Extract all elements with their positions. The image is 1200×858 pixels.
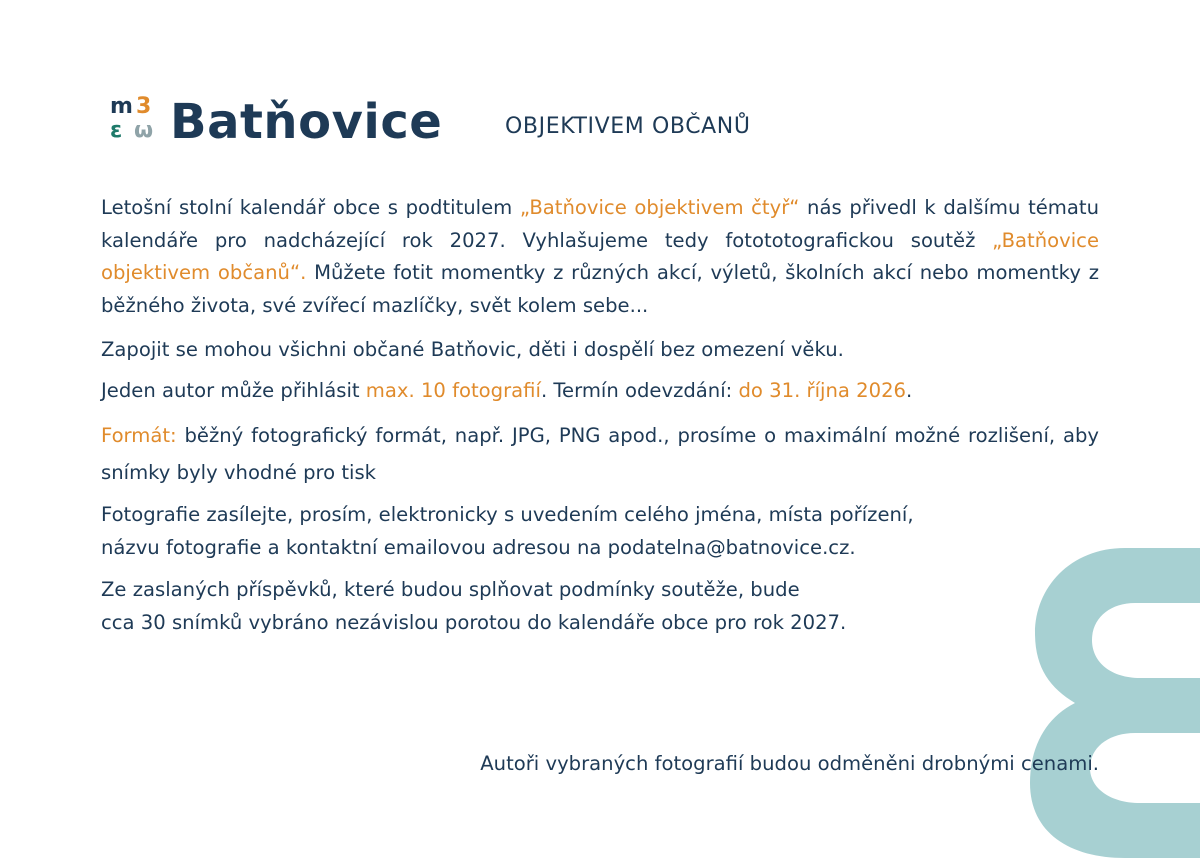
prize-note: Autoři vybraných fotografií budou odměněni drobnými cenami.	[480, 752, 1099, 775]
limit-deadline-paragraph: Jeden autor může přihlásit max. 10 fotografií. Termín odevzdání: do 31. října 2026.	[101, 378, 913, 402]
submission-email-line: názvu fotografie a kontaktní emailovou adresou na podatelna@batnovice.cz.	[101, 535, 856, 559]
highlight-photo-limit: max. 10 fotografií	[365, 378, 541, 402]
batnovice-logo-mark-icon: m 3 ε ω	[110, 94, 154, 143]
highlight-deadline: do 31. října 2026	[738, 378, 907, 402]
logo-text: Batňovice	[170, 94, 443, 150]
format-paragraph: Formát: běžný fotografický formát, např. JPG, PNG apod., prosíme o maximální možné rozlišení, aby snímky byly vhodné pro tisk	[101, 424, 1099, 484]
header	[108, 92, 442, 152]
intro-paragraph: Letošní stolní kalendář obce s podtitulem „Batňovice objektivem čtyř“ nás přivedl k dalšímu tématu kalendáře pro nadcházející rok 2027. Vyhlašujeme tedy fotototografickou soutěž „Batňovice objektivem občanů“. Můžete fotit momentky z různých akcí, výletů, školních akcí nebo momentky z běžného života, své zvířecí mazlíčky, svět kolem sebe...	[101, 196, 1099, 317]
submission-paragraph: Fotografie zasílejte, prosím, elektronicky s uvedením celého jména, místa pořízení, názvu fotografie a kontaktní emailovou adresou na podatelna@batnovice.cz.	[101, 503, 914, 559]
highlight-calendar-title: „Batňovice objektivem čtyř“	[519, 196, 800, 219]
page-title: OBJEKTIVEM OBČANŮ	[505, 114, 751, 139]
format-label: Formát:	[101, 424, 177, 447]
selection-paragraph: Ze zaslaných příspěvků, které budou splňovat podmínky soutěže, bude cca 30 snímků vybráno nezávislou porotou do kalendáře obce pro rok 2027.	[101, 578, 847, 634]
eligibility-paragraph: Zapojit se mohou všichni občané Batňovic, děti i dospělí bez omezení věku.	[101, 338, 844, 361]
announcement-body	[101, 192, 1099, 639]
highlight-contest-title: „Batňovice objektivem občanů“.	[101, 228, 1099, 284]
